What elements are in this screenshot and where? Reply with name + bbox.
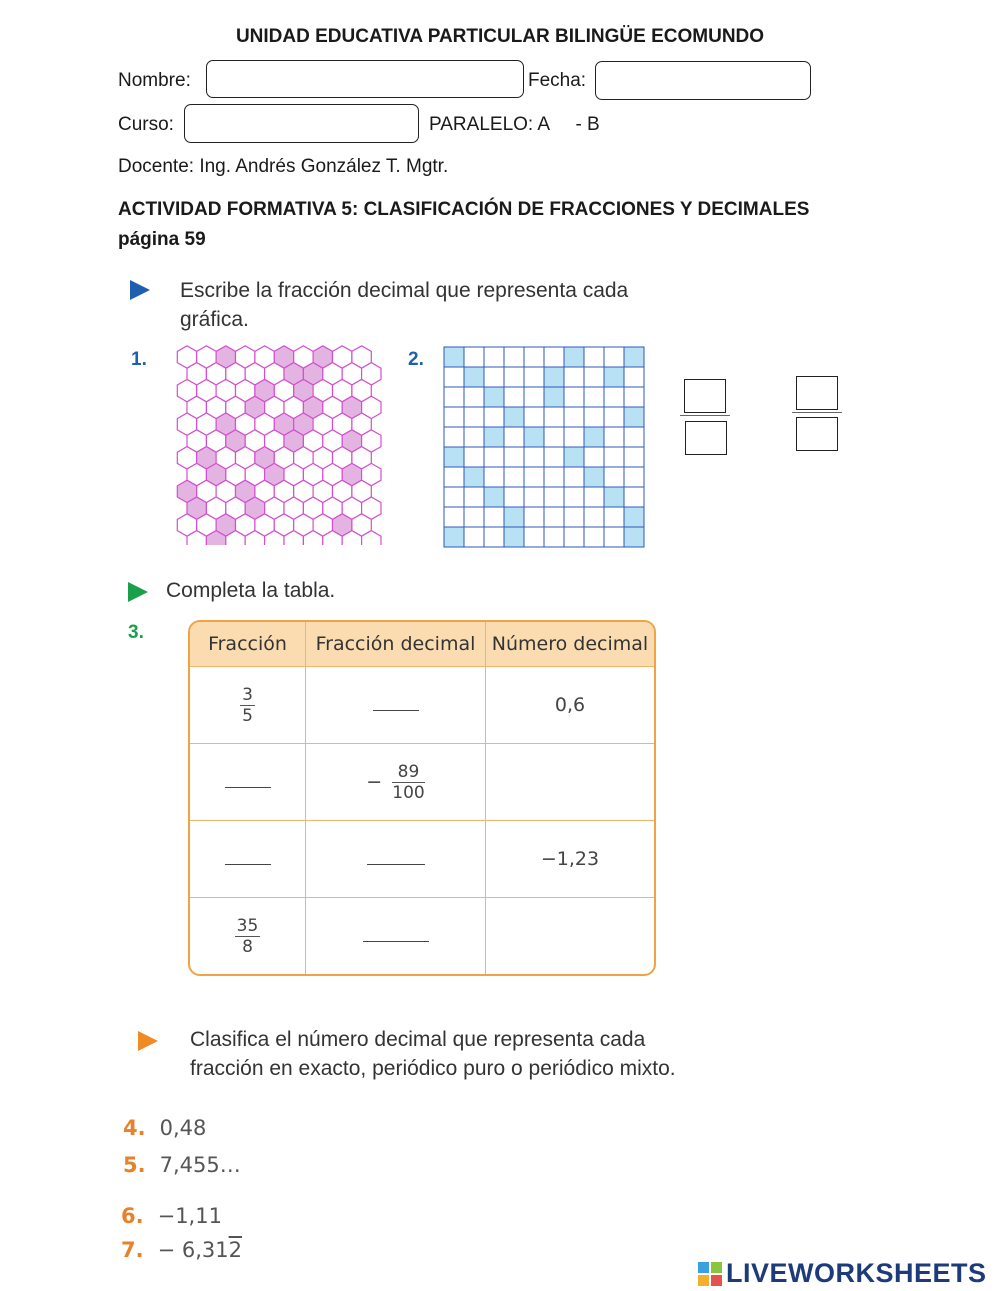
grid-cell (584, 407, 604, 427)
grid-cell (584, 467, 604, 487)
grid-cell (504, 487, 524, 507)
answer-blank[interactable] (363, 941, 429, 942)
grid-cell (484, 367, 504, 387)
fraction (392, 762, 424, 803)
grid-cell (464, 387, 484, 407)
minus-sign: − (366, 771, 383, 793)
grid-cell (484, 507, 504, 527)
item-number: 6. (121, 1204, 144, 1228)
grid-cell (564, 387, 584, 407)
numerator: 3 (242, 684, 253, 705)
grid-cell (504, 467, 524, 487)
answer-2-denominator-input[interactable] (796, 417, 838, 451)
table-cell: −1,23 (485, 820, 654, 897)
paralelo-text: PARALELO: A - B (429, 114, 600, 135)
item-number: 5. (123, 1153, 146, 1177)
grid-cell (484, 487, 504, 507)
grid-cell (584, 527, 604, 547)
grid-cell (544, 527, 564, 547)
grid-cell (624, 407, 644, 427)
grid-cell (484, 447, 504, 467)
grid-cell (604, 347, 624, 367)
grid-cell (624, 427, 644, 447)
square-grid-graphic (443, 346, 645, 548)
answer-blank[interactable] (225, 787, 271, 788)
grid-cell (604, 467, 624, 487)
logo-icon (698, 1262, 722, 1286)
grid-cell (584, 507, 604, 527)
answer-blank[interactable] (225, 864, 271, 865)
grid-cell (604, 507, 624, 527)
table-header-row (190, 622, 654, 666)
grid-cell (504, 367, 524, 387)
fecha-label: Fecha: (528, 70, 587, 91)
grid-cell (564, 427, 584, 447)
grid-cell (584, 447, 604, 467)
grid-cell (564, 407, 584, 427)
instruction-2: Completa la tabla. (166, 579, 336, 602)
grid-cell (524, 487, 544, 507)
grid-cell (564, 507, 584, 527)
grid-cell (544, 427, 564, 447)
list-item (123, 1153, 241, 1177)
grid-cell (584, 427, 604, 447)
hexagon-graphic (176, 345, 408, 545)
answer-2-numerator-input[interactable] (796, 376, 838, 410)
table-cell (305, 897, 485, 974)
grid-cell (544, 447, 564, 467)
grid-cell (624, 527, 644, 547)
grid-cell (624, 487, 644, 507)
grid-cell (524, 347, 544, 367)
grid-cell (464, 407, 484, 427)
column-header: Fracción (190, 622, 305, 666)
grid-cell (544, 347, 564, 367)
item-3-number: 3. (128, 622, 144, 643)
table-row (190, 743, 654, 820)
page-reference: página 59 (118, 229, 206, 250)
grid-cell (464, 447, 484, 467)
table-row (190, 820, 654, 897)
item-value: 0,48 (159, 1116, 207, 1140)
grid-cell (604, 487, 624, 507)
grid-cell (464, 527, 484, 547)
table-cell (305, 666, 485, 743)
grid-cell (564, 367, 584, 387)
blue-arrow-icon (130, 280, 150, 300)
grid-cell (624, 507, 644, 527)
table-cell (190, 666, 305, 743)
grid-cell (524, 367, 544, 387)
grid-cell (624, 367, 644, 387)
numerator: 89 (392, 762, 424, 783)
grid-cell (444, 487, 464, 507)
grid-cell (604, 407, 624, 427)
nombre-input[interactable] (206, 60, 524, 98)
grid-cell (444, 507, 464, 527)
table-cell (305, 820, 485, 897)
answer-blank[interactable] (367, 864, 425, 865)
grid-cell (584, 387, 604, 407)
grid-cell (484, 527, 504, 547)
grid-cell (564, 447, 584, 467)
list-item (123, 1116, 206, 1140)
grid-cell (544, 487, 564, 507)
grid-cell (604, 427, 624, 447)
grid-cell (544, 407, 564, 427)
grid-cell (444, 447, 464, 467)
item-2-number: 2. (408, 349, 424, 370)
grid-cell (444, 527, 464, 547)
denominator: 100 (392, 782, 425, 803)
grid-cell (544, 367, 564, 387)
grid-cell (464, 487, 484, 507)
grid-cell (484, 467, 504, 487)
grid-cell (464, 467, 484, 487)
grid-cell (524, 427, 544, 447)
grid-cell (484, 347, 504, 367)
grid-cell (504, 527, 524, 547)
fraction (235, 916, 261, 957)
repeating-digit: 2 (228, 1238, 242, 1262)
answer-1-numerator-input[interactable] (684, 379, 726, 413)
grid-cell (564, 527, 584, 547)
grid-cell (444, 467, 464, 487)
grid-cell (484, 407, 504, 427)
table-cell (190, 743, 305, 820)
fecha-input[interactable] (595, 61, 811, 100)
denominator: 8 (242, 936, 253, 957)
grid-cell (524, 467, 544, 487)
table-cell[interactable] (485, 897, 654, 974)
fraction-bar (792, 412, 842, 413)
table-row (190, 897, 654, 974)
fraction-bar (680, 415, 730, 416)
item-1-number: 1. (131, 349, 147, 370)
grid-cell (624, 387, 644, 407)
grid-cell (524, 407, 544, 427)
grid-cell (444, 387, 464, 407)
instruction-3: Clasifica el número decimal que representa cada fracción en exacto, periódico puro o periódico mixto. (190, 1028, 676, 1080)
grid-cell (564, 467, 584, 487)
grid-cell (584, 367, 604, 387)
table-row (190, 666, 654, 743)
school-name: UNIDAD EDUCATIVA PARTICULAR BILINGÜE ECOMUNDO (235, 26, 765, 47)
grid-cell (464, 367, 484, 387)
nombre-label: Nombre: (118, 70, 191, 91)
grid-cell (484, 387, 504, 407)
list-item (121, 1238, 242, 1262)
item-value: 7,455… (159, 1153, 241, 1177)
grid-cell (544, 467, 564, 487)
numerator: 35 (236, 915, 259, 936)
grid-cell (604, 527, 624, 547)
grid-cell (484, 427, 504, 447)
table-cell[interactable] (485, 743, 654, 820)
column-header: Fracción decimal (305, 622, 485, 666)
curso-input[interactable] (184, 104, 419, 143)
grid-cell (504, 447, 524, 467)
grid-cell (544, 387, 564, 407)
column-header: Número decimal (485, 622, 654, 666)
grid-cell (624, 347, 644, 367)
grid-cell (444, 347, 464, 367)
fractions-table (188, 620, 656, 976)
denominator: 5 (242, 705, 253, 726)
list-item (121, 1204, 222, 1228)
table-cell (190, 897, 305, 974)
item-value: − 6,31 (157, 1238, 229, 1262)
docente-text: Docente: Ing. Andrés González T. Mgtr. (118, 156, 449, 177)
activity-title: ACTIVIDAD FORMATIVA 5: CLASIFICACIÓN DE FRACCIONES Y DECIMALES (118, 199, 810, 220)
table-cell: 0,6 (485, 666, 654, 743)
grid-cell (584, 487, 604, 507)
grid-cell (524, 447, 544, 467)
grid-cell (604, 447, 624, 467)
grid-cell (564, 347, 584, 367)
grid-cell (444, 407, 464, 427)
grid-cell (564, 487, 584, 507)
grid-cell (524, 387, 544, 407)
grid-cell (504, 347, 524, 367)
grid-cell (464, 427, 484, 447)
table-cell (305, 743, 485, 820)
orange-arrow-icon (138, 1031, 158, 1051)
item-number: 4. (123, 1116, 146, 1140)
answer-1-denominator-input[interactable] (685, 421, 727, 455)
grid-cell (504, 407, 524, 427)
liveworksheets-logo (698, 1258, 987, 1289)
table-cell (190, 820, 305, 897)
grid-cell (624, 467, 644, 487)
grid-cell (544, 507, 564, 527)
grid-cell (464, 347, 484, 367)
instruction-1: Escribe la fracción decimal que representa cada gráfica. (180, 279, 629, 331)
grid-cell (444, 427, 464, 447)
grid-cell (604, 387, 624, 407)
logo-text: LIVEWORKSHEETS (726, 1258, 987, 1288)
grid-cell (524, 507, 544, 527)
grid-cell (624, 447, 644, 467)
grid-cell (584, 347, 604, 367)
grid-cell (464, 507, 484, 527)
fraction (240, 685, 255, 726)
grid-cell (504, 427, 524, 447)
grid-cell (444, 367, 464, 387)
grid-cell (524, 527, 544, 547)
item-number: 7. (121, 1238, 144, 1262)
answer-blank[interactable] (373, 710, 419, 711)
grid-cell (504, 387, 524, 407)
grid-cell (504, 507, 524, 527)
curso-label: Curso: (118, 114, 174, 135)
grid-cell (604, 367, 624, 387)
item-value: −1,11 (157, 1204, 222, 1228)
green-arrow-icon (128, 582, 148, 602)
